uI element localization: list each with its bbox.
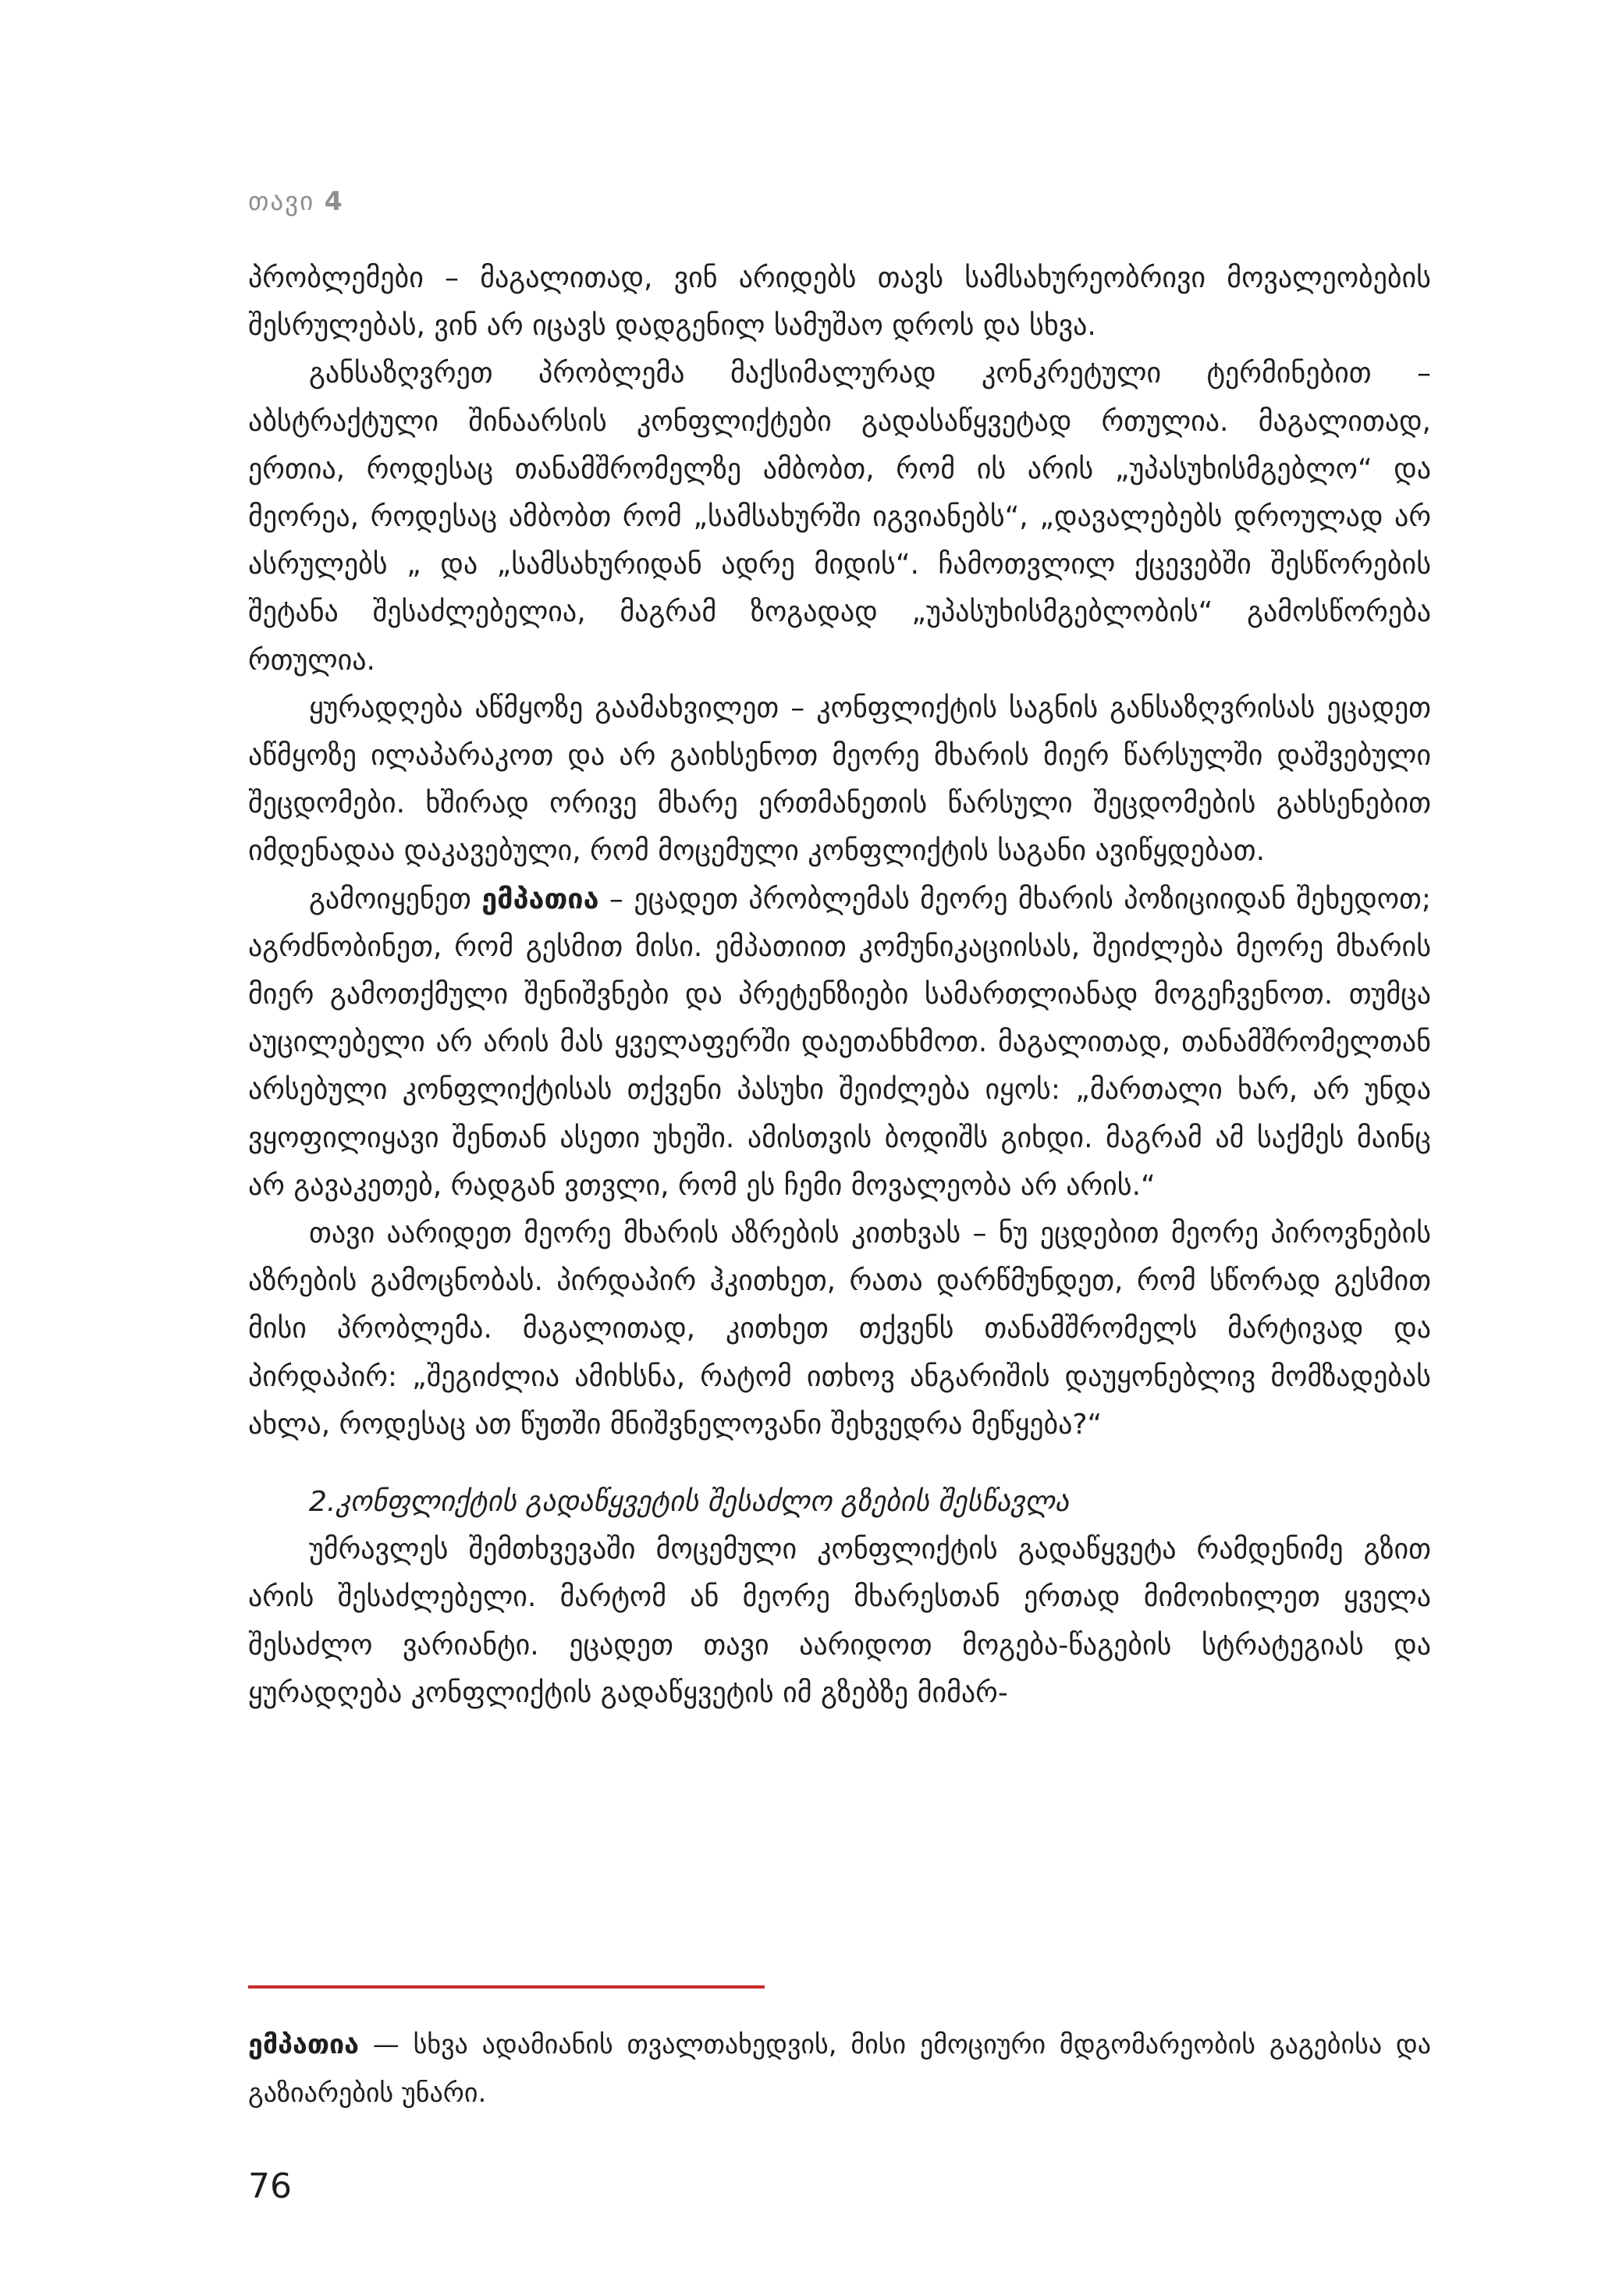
paragraph-3: ყურადღება აწმყოზე გაამახვილეთ – კონფლიქტის საგნის განსაზღვრისას ეცადეთ აწმყოზე ილაპარაკოთ და არ გაიხსენოთ მეორე მხარის მიერ წარსულში დაშვებული შეცდომები. ხშირად ორივე მხარე ერთმანეთის წარსული შეცდომების გახსენებით იმდენადაა დაკავებული, რომ მოცემული კონფლიქტის საგანი ავიწყდებათ. — [248, 691, 1431, 868]
footnote-term: ემპათია — [248, 2029, 359, 2060]
paragraph-2: განსაზღვრეთ პრობლემა მაქსიმალურად კონკრეტული ტერმინებით – აბსტრაქტული შინაარსის კონფლიქტები გადასაწყვეტად რთულია. მაგალითად, ერთია, როდესაც თანამშრომელზე ამბობთ, რომ ის არის „უპასუხისმგებლო“ და მეორეა, როდესაც ამბობთ რომ „სამსახურში იგვიანებს“, „დავალებებს დროულად არ ასრულებს „ და „სამსახურიდან ადრე მიდის“. ჩამოთვლილ ქცევებში შესწორების შეტანა შესაძლებელია, მაგრამ ზოგადად „უპასუხისმგებლობის“ გამოსწორება რთულია. — [248, 357, 1431, 677]
page-number: 76 — [248, 2166, 292, 2206]
body-text — [248, 254, 1431, 1717]
empathy-term: ემპათია — [481, 883, 599, 915]
section-subheading: 2.კონფლიქტის გადაწყვეტის შესაძლო გზების შესწავლა — [309, 1486, 1070, 1519]
footnote — [248, 2021, 1431, 2117]
chapter-number: 4 — [324, 186, 344, 216]
paragraph-6: უმრავლეს შემთხვევაში მოცემული კონფლიქტის გადაწყვეტა რამდენიმე გზით არის შესაძლებელი. მარტომ ან მეორე მხარესთან ერთად მიმოიხილეთ ყველა შესაძლო ვარიანტი. ეცადეთ თავი აარიდოთ მოგება-წაგების სტრატეგიას და ყურადღება კონფლიქტის გადაწყვეტის იმ გზებზე მიმარ- — [248, 1534, 1431, 1709]
chapter-word: თავი — [248, 186, 315, 216]
footnote-definition: — სხვა ადამიანის თვალთახედვის, მისი ემოციური მდგომარეობის გაგებისა და გაზიარების უნარი. — [248, 2029, 1431, 2109]
chapter-header — [248, 186, 344, 216]
paragraph-5: თავი აარიდეთ მეორე მხარის აზრების კითხვას – ნუ ეცდებით მეორე პიროვნების აზრების გამოცნობას. პირდაპირ ჰკითხეთ, რათა დარწმუნდეთ, რომ სწორად გესმით მისი პრობლემა. მაგალითად, კითხეთ თქვენს თანამშრომელს მარტივად და პირდაპირ: „შეგიძლია ამიხსნა, რატომ ითხოვ ანგარიშის დაუყონებლივ მომზადებას ახლა, როდესაც ათ წუთში მნიშვნელოვანი შეხვედრა მეწყება?“ — [248, 1217, 1431, 1441]
paragraph-4-after: – ეცადეთ პრობლემას მეორე მხარის პოზიციიდან შეხედოთ; აგრძნობინეთ, რომ გესმით მისი. ემპათიით კომუნიკაციისას, შეიძლება მეორე მხარის მიერ გამოთქმული შენიშვნები და პრეტენზიები სამართლიანად მოგეჩვენოთ. თუმცა აუცილებელი არ არის მას ყველაფერში დაეთანხმოთ. მაგალითად, თანამშრომელთან არსებული კონფლიქტისას თქვენი პასუხი შეიძლება იყოს: „მართალი ხარ, არ უნდა ვყოფილიყავი შენთან ასეთი უხეში. ამისთვის ბოდიშს გიხდი. მაგრამ ამ საქმეს მაინც არ გავაკეთებ, რადგან ვთვლი, რომ ეს ჩემი მოვალეობა არ არის.“ — [248, 883, 1431, 1202]
footnote-divider — [248, 1985, 765, 1989]
paragraph-4 — [248, 876, 1431, 1210]
paragraph-4-before: გამოიყენეთ — [309, 883, 482, 915]
paragraph-1: პრობლემები – მაგალითად, ვინ არიდებს თავს სამსახურეობრივი მოვალეობების შესრულებას, ვინ არ იცავს დადგენილ სამუშაო დროს და სხვა. — [248, 262, 1431, 343]
